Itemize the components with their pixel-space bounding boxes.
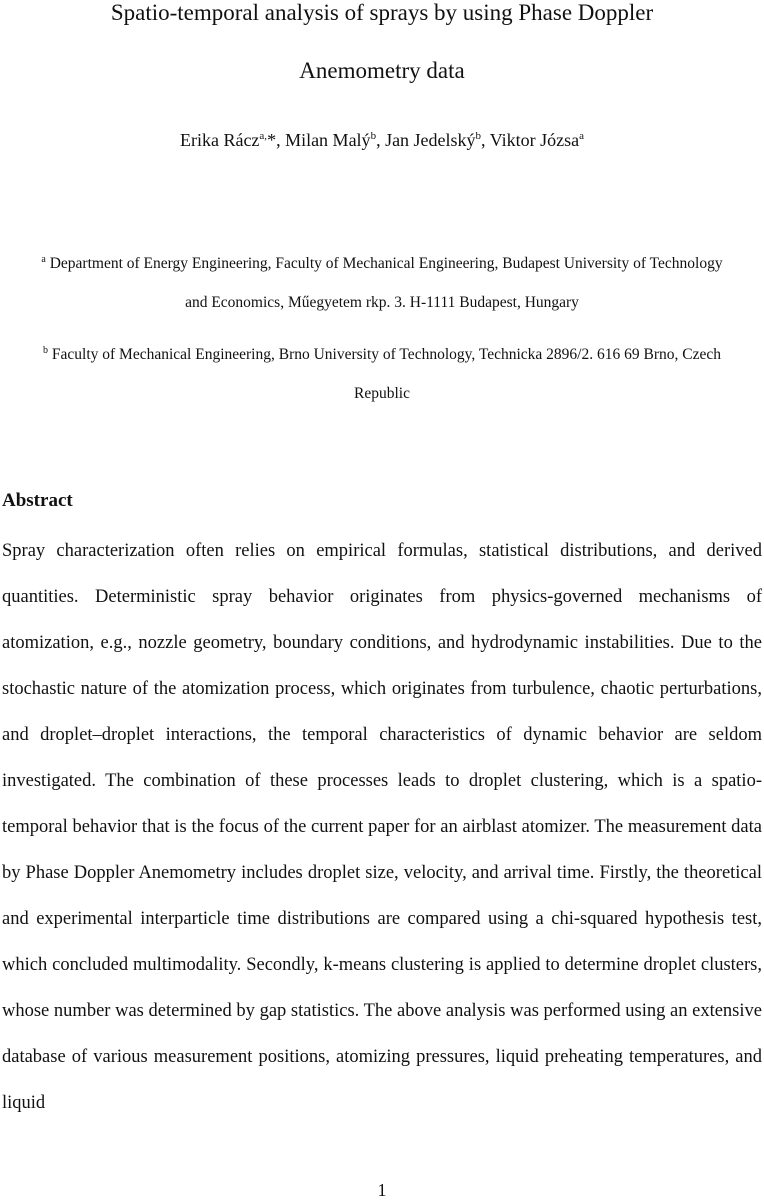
title-line-2: Anemometry data: [299, 58, 465, 83]
affiliation-b: [0, 331, 764, 413]
author-affil-sup: b: [475, 130, 482, 142]
author-affil-sup: a,: [259, 130, 268, 142]
affil-marker: b: [43, 345, 49, 356]
abstract-body: Spray characterization often relies on empirical formulas, statistical distributions, and derived quantities. Deterministic spray behavior originates from physics-governed mechanisms of atomization, e.g., nozzle geometry, boundary conditions, and hydrodynamic instabilities. Due to the stochastic nature of the atomization process, which originates from turbulence, chaotic perturbations, and droplet–droplet interactions, the temporal characteristics of dynamic behavior are seldom investigated. The combination of these processes leads to droplet clustering, which is a spatio-temporal behavior that is the focus of the current paper for an airblast atomizer. The measurement data by Phase Doppler Anemometry includes droplet size, velocity, and arrival time. Firstly, the theoretical and experimental interparticle time distributions are compared using a chi-squared hypothesis test, which concluded multimodality. Secondly, k-means clustering is applied to determine droplet clusters, whose number was determined by gap statistics. The above analysis was performed using an extensive database of various measurement positions, atomizing pressures, liquid preheating temperatures, and liquid: [2, 541, 762, 1113]
author-name: Jan Jedelský: [385, 130, 476, 150]
affil-line: Republic: [354, 385, 410, 403]
author-affil-sup: a: [579, 130, 585, 142]
affil-line: Faculty of Mechanical Engineering, Brno University of Technology, Technicka 2896/2. 616 69 Brno, Czech: [48, 346, 721, 364]
affil-line: and Economics, Műegyetem rkp. 3. H-1111 Budapest, Hungary: [185, 294, 579, 312]
affiliation-a: [0, 240, 764, 322]
author-list: Erika Rácz$^{a,}$*, Milan Malý$^b$, Jan Jedelský$^b$, Viktor Józsa$^a$: [179, 130, 585, 150]
author-name: Milan Malý: [285, 130, 371, 150]
paper-title: [0, 0, 764, 100]
author-name: Erika Rácz: [179, 130, 260, 150]
page-number: 1: [377, 1180, 387, 1200]
affil-marker: a: [41, 254, 46, 265]
author-name: Viktor Józsa: [489, 130, 580, 150]
affil-line: Department of Energy Engineering, Faculty of Mechanical Engineering, Budapest University of Technology: [45, 255, 723, 273]
title-line-1: Spatio-temporal analysis of sprays by using Phase Doppler: [110, 0, 654, 25]
author-affil-sup: b: [370, 130, 377, 142]
abstract-heading: Abstract: [2, 490, 73, 511]
